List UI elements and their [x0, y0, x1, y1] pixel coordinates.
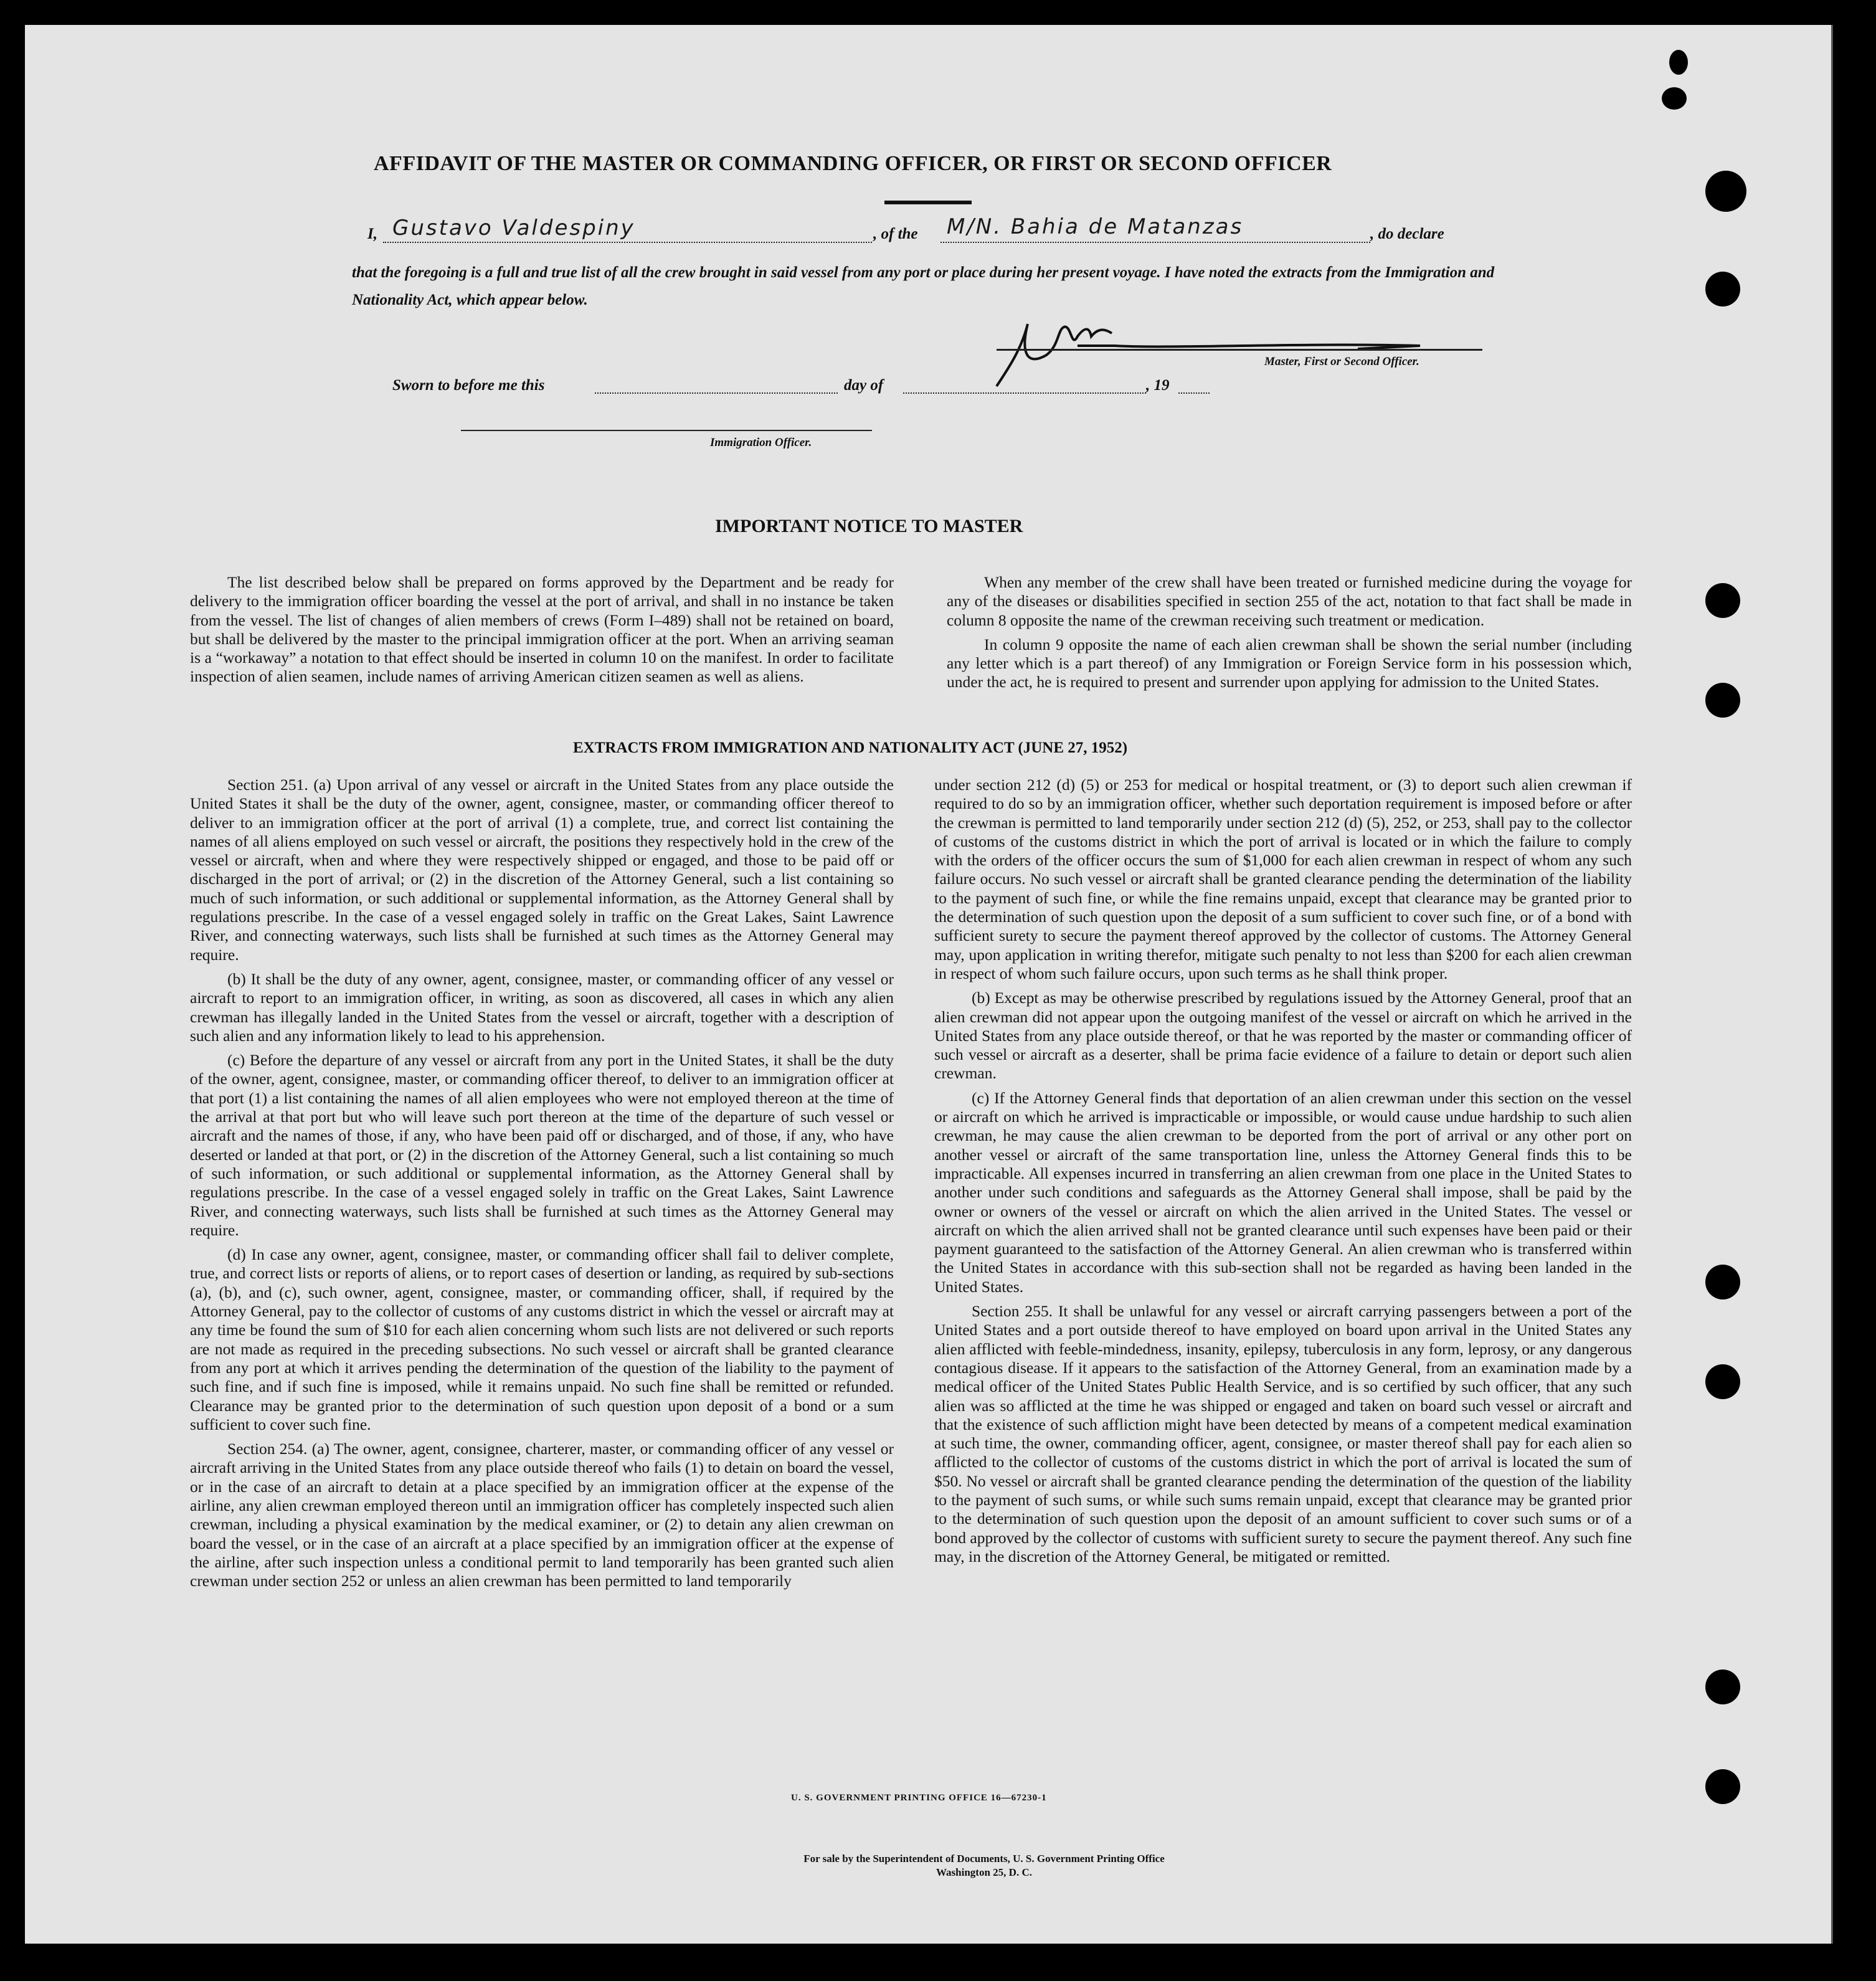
extracts-title: EXTRACTS FROM IMMIGRATION AND NATIONALITY ACT (JUNE 27, 1952)	[573, 739, 1128, 756]
notice-title: IMPORTANT NOTICE TO MASTER	[715, 516, 1023, 536]
document-page	[25, 25, 1833, 1944]
binder-hole	[1669, 50, 1688, 75]
sworn-year-line	[1178, 392, 1210, 394]
extract-paragraph: under section 212 (d) (5) or 253 for medical or hospital treatment, or (3) to deport such alien crewman if required to do so by an immigration officer, whether such deportation requirement is imposed before or after the crewman is permitted to land temporarily under section 212 (d) (5), 252, or 253, shall pay to the collector of customs of the customs district in which the port of arrival is located or in which the failure to comply with the orders of the officer occurs the sum of $1,000 for each alien crewman in respect of whom any such failure occurs. No such vessel or aircraft shall be granted clearance pending the determination of the liability to the payment of such fine, or while the fine remains unpaid, except that clearance may be granted prior to the determination of such question upon the deposit of a sum sufficient to cover such fine, or of a bond with sufficient surety to secure the payment thereof approved by the collector of customs. The Attorney General may, upon application in writing therefor, mitigate such penalty to not less than $200 for each alien crewman in respect of whom such failure occurs, upon such terms as he shall think proper.	[934, 776, 1632, 982]
gpo-code: U. S. GOVERNMENT PRINTING OFFICE 16—67230-1	[791, 1793, 1047, 1803]
binder-hole	[1705, 1670, 1740, 1704]
sworn-label: Sworn to before me this	[392, 377, 545, 394]
edge-mark	[1844, 488, 1859, 492]
affidavit-title: AFFIDAVIT OF THE MASTER OR COMMANDING OFFICER, OR FIRST OR SECOND OFFICER	[374, 152, 1332, 175]
sworn-month-line	[903, 392, 1146, 394]
extract-paragraph: Section 254. (a) The owner, agent, consignee, charterer, master, or commanding officer of any vessel or aircraft arriving in the United States from any place outside thereof who fails (1) to detain on board the vessel, or in the case of an aircraft to detain at a place specified by an immigration officer at the expense of the airline, any alien crewman employed thereon until an immigration officer has completely inspected such alien crewman, including a physical examination by the medical examiner, or (2) to detain any alien crewman on board the vessel, or in the case of an aircraft at a place specified by an immigration officer at the expense of the airline, after such inspection unless a conditional permit to land temporarily has been granted such alien crewman under section 252 or unless an alien crewman has been permitted to land temporarily	[190, 1440, 894, 1590]
notice-left-column	[190, 573, 894, 692]
officer-caption: Immigration Officer.	[710, 436, 812, 449]
i-prefix: I,	[367, 226, 377, 242]
extract-paragraph: Section 255. It shall be unlawful for any vessel or aircraft carrying passengers between a port of the United States and a port outside thereof to have employed on board upon arrival in the United States any alien afflicted with feeble-mindedness, insanity, epilepsy, tuberculosis in any form, leprosy, or any dangerous contagious disease. If it appears to the satisfaction of the Attorney General, from an examination made by a medical officer of the United States Public Health Service, and is so certified by such officer, that any such alien was so afflicted at the time he was shipped or engaged and taken on board such vessel or aircraft and that the existence of such affliction might have been detected by means of a competent medical examination at such time, the owner, commanding officer, agent, consignee, or master thereof shall pay for each alien so afflicted to the collector of customs of the customs district in which the port of arrival is located the sum of $50. No vessel or aircraft shall be granted clearance pending the determination of the question of the liability to the payment of such sums, or while such sums remain unpaid, except that clearance may be granted prior to the determination of such question upon the deposit of an amount sufficient to cover such sums or of a bond approved by the collector of customs with sufficient surety to secure the payment thereof. Any such fine may, in the discretion of the Attorney General, be mitigated or remitted.	[934, 1302, 1632, 1565]
notice-right-column	[947, 573, 1632, 698]
officer-line	[461, 430, 872, 431]
year-prefix: , 19	[1146, 377, 1170, 394]
notice-left-paragraph: The list described below shall be prepared on forms approved by the Department and be ready for delivery to the immigration officer boarding the vessel at the port of arrival, and shall in no instance be taken from the vessel. The list of changes of alien members of crews (Form I–489) shall not be retained on board, but shall be delivered by the master to the principal immigration officer at the port. When an arriving seaman is a “workaway” a notation to that effect should be inserted in column 10 on the manifest. In order to facilitate inspection of alien seamen, include names of arriving American citizen seamen as well as aliens.	[190, 573, 894, 686]
binder-hole	[1705, 583, 1740, 618]
binder-hole	[1705, 683, 1740, 718]
affidavit-statement: that the foregoing is a full and true list of all the crew brought in said vessel from any port or place during her present voyage. I have noted the extracts from the Immigration and Nationality Act, which appear below.	[352, 264, 1495, 308]
day-of-label: day of	[844, 377, 884, 394]
binder-hole	[1705, 1364, 1740, 1399]
extract-paragraph: (c) Before the departure of any vessel or aircraft from any port in the United States, it shall be the duty of the owner, agent, consignee, master, or commanding officer thereof, to deliver to an immigration officer at that port (1) a list containing the names of all alien employees who were not employed thereon at the time of the arrival at that port but who will leave such port thereon at the time of the departure of such vessel or aircraft and the names of those, if any, who have been paid off or discharged, and of those, if any, who have deserted or landed at that port, or (2) in the discretion of the Attorney General, such a list containing so much of such information, or such additional or supplemental information, as the Attorney General shall by regulations prescribe. In the case of a vessel engaged solely in traffic on the Great Lakes, Saint Lawrence River, and connecting waterways, such lists shall be furnished at such times as the Attorney General may require.	[190, 1051, 894, 1239]
notice-right-paragraph-1: When any member of the crew shall have been treated or furnished medicine during the voyage for any of the diseases or disabilities specified in section 255 of the act, notation to that fact shall be made in column 8 opposite the name of the crewman receiving such treatment or medication.	[947, 573, 1632, 629]
sale-line-1: For sale by the Superintendent of Documents, U. S. Government Printing Office	[803, 1853, 1165, 1865]
extracts-left-column	[190, 776, 894, 1596]
extract-paragraph: (d) In case any owner, agent, consignee, master, or commanding officer shall fail to deliver complete, true, and correct lists or reports of aliens, or to report cases of desertion or landing, as required by sub-sections (a), (b), and (c), such owner, agent, consignee, master, or commanding officer, shall, if required by the Attorney General, pay to the collector of customs of any customs district in which the vessel or aircraft may at any time be found the sum of $10 for each alien concerning whom such lists are not delivered or such reports are not made as required in the preceding subsections. No such vessel or aircraft shall be granted clearance from any port at which it arrives pending the determination of the question of the liability to the payment of such fine, and if such fine is imposed, while it remains unpaid. No such fine shall be remitted or refunded. Clearance may be granted prior to the determination of such question upon deposit of a bond or a sum sufficient to cover such fine.	[190, 1245, 894, 1433]
notice-right-paragraph-2: In column 9 opposite the name of each alien crewman shall be shown the serial number (including any letter which is a part thereof) of any Immigration or Foreign Service form in his possession which, under the act, he is required to present and surrender upon applying for admission to the United States.	[947, 635, 1632, 691]
binder-hole	[1705, 272, 1740, 306]
master-name-handwritten: Gustavo Valdespiny	[392, 216, 635, 240]
vessel-field-line	[940, 242, 1370, 243]
extract-paragraph: (b) Except as may be otherwise prescribed by regulations issued by the Attorney General, proof that an alien crewman did not appear upon the outgoing manifest of the vessel or aircraft on which he arrived in the United States from any place outside thereof, or that he was reported by the master or commanding officer of such vessel or aircraft as a deserter, shall be prima facie evidence of a failure to detain or deport such alien crewman.	[934, 989, 1632, 1083]
title-rule	[884, 201, 972, 204]
extract-paragraph: Section 251. (a) Upon arrival of any vessel or aircraft in the United States from any place outside the United States it shall be the duty of the owner, agent, consignee, master, or commanding officer thereof to deliver to an immigration officer at the port of arrival (1) a complete, true, and correct list containing the names of all aliens employed on such vessel or aircraft, the positions they respectively hold in the crew of the vessel or aircraft, when and where they were respectively shipped or engaged, and those to be paid off or discharged in the port of arrival; or (2) in the discretion of the Attorney General, such a list containing so much of such information, or such additional or supplemental information, as the Attorney General shall by regulations prescribe. In the case of a vessel engaged solely in traffic on the Great Lakes, Saint Lawrence River, and connecting waterways, such lists shall be furnished at such times as the Attorney General may require.	[190, 776, 894, 964]
signature-caption: Master, First or Second Officer.	[1264, 355, 1419, 368]
extract-paragraph: (b) It shall be the duty of any owner, agent, consignee, master, or commanding officer of any vessel or aircraft to report to an immigration officer, in writing, as soon as discovered, all cases in which any alien crewman has illegally landed in the United States from the vessel or aircraft, together with a description of such alien and any information likely to lead to his apprehension.	[190, 969, 894, 1045]
sale-line-2: Washington 25, D. C.	[936, 1866, 1032, 1878]
sale-notice	[585, 1852, 1383, 1879]
signature-line	[997, 349, 1482, 351]
binder-hole	[1705, 1769, 1740, 1804]
sworn-day-line	[595, 392, 838, 394]
of-the-label: , of the	[873, 226, 918, 242]
name-field-line	[383, 242, 872, 243]
vessel-name-handwritten: M/N. Bahia de Matanzas	[947, 214, 1244, 239]
extracts-right-column	[934, 776, 1632, 1572]
do-declare-label: , do declare	[1370, 226, 1444, 242]
binder-hole	[1705, 1265, 1740, 1299]
binder-hole	[1662, 87, 1687, 110]
binder-hole	[1705, 171, 1746, 212]
extract-paragraph: (c) If the Attorney General finds that deportation of an alien crewman under this section on the vessel or aircraft on which he arrived is impracticable or impossible, or would cause undue hardship to such alien crewman, he may cause the alien crewman to be deported from the port of arrival or any other port on another vessel or aircraft of the same transportation line, unless the Attorney General finds this to be impracticable. All expenses incurred in transferring an alien crewman from one place in the United States to another under such conditions and safeguards as the Attorney General shall impose, shall be paid by the owner or owners of the vessel or aircraft on which the alien arrived in the United States. The vessel or aircraft on which the alien arrived shall not be granted clearance until such expenses have been paid or their payment guaranteed to the satisfaction of the Attorney General. An alien crewman who is transferred within the United States in accordance with this sub-section shall not be regarded as having been landed in the United States.	[934, 1088, 1632, 1296]
